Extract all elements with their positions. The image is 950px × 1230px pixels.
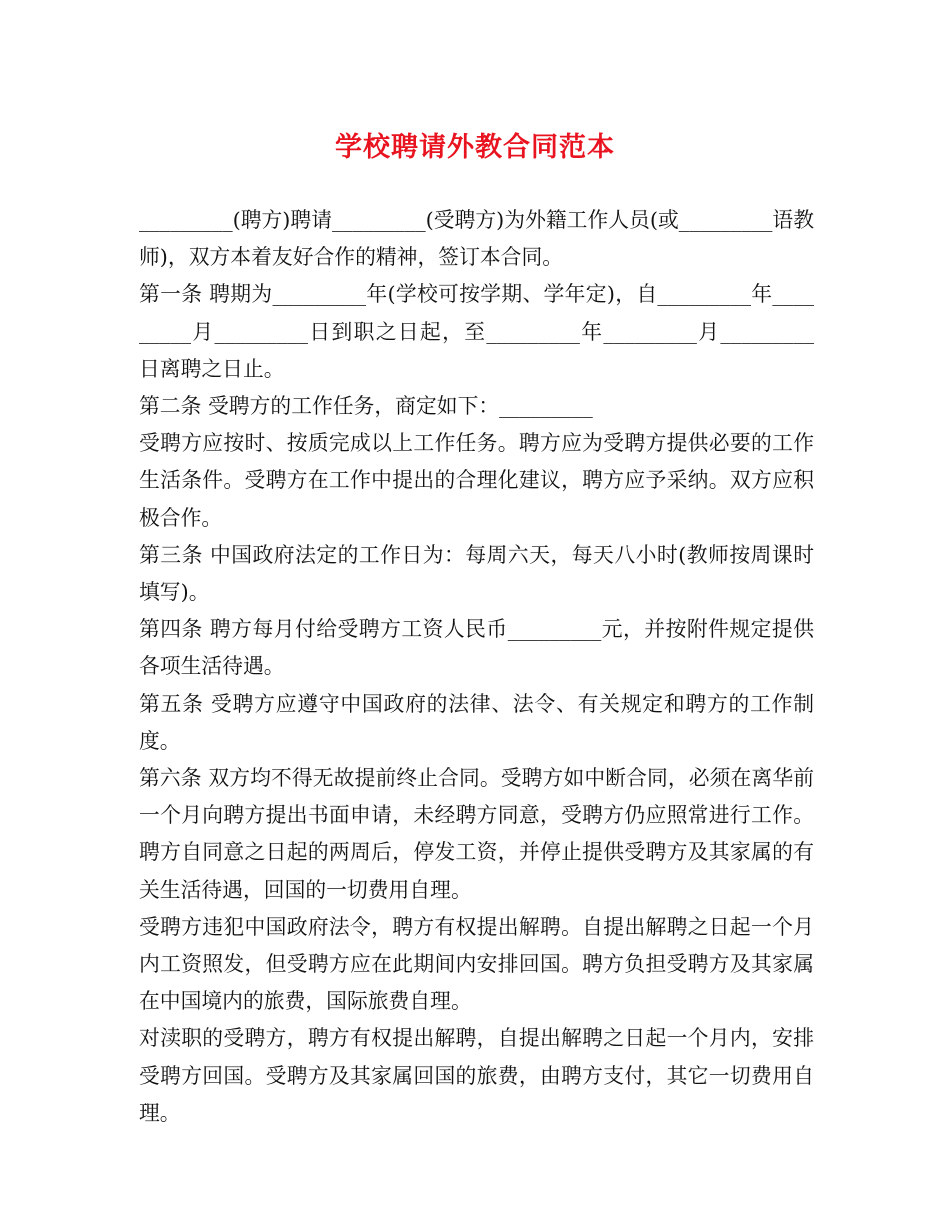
article-2-paragraph: 第二条 受聘方的工作任务，商定如下：_________ [139, 394, 593, 419]
document-title: 学校聘请外教合同范本 [335, 132, 615, 163]
article-5-paragraph: 第五条 受聘方应遵守中国政府的法律、法令、有关规定和聘方的工作制度。 [139, 691, 814, 753]
article-4-paragraph: 第四条 聘方每月付给受聘方工资人民币_________元，并按附件规定提供各项生活待遇。 [139, 617, 814, 679]
intro-paragraph: _________(聘方)聘请_________(受聘方)为外籍工作人员(或_________语教师)，双方本着友好合作的精神，签订本合同。 [139, 208, 814, 270]
article-2-detail-paragraph: 受聘方应按时、按质完成以上工作任务。聘方应为受聘方提供必要的工作生活条件。受聘方在工作中提出的合理化建议，聘方应予采纳。双方应积极合作。 [139, 431, 814, 530]
dismissal-negligence-paragraph: 对渎职的受聘方，聘方有权提出解聘，自提出解聘之日起一个月内，安排受聘方回国。受聘方及其家属回国的旅费，由聘方支付，其它一切费用自理。 [139, 1026, 814, 1125]
dismissal-violation-paragraph: 受聘方违犯中国政府法令，聘方有权提出解聘。自提出解聘之日起一个月内工资照发，但受聘方应在此期间内安排回国。聘方负担受聘方及其家属在中国境内的旅费，国际旅费自理。 [139, 914, 814, 1014]
article-6-paragraph: 第六条 双方均不得无故提前终止合同。受聘方如中断合同，必须在离华前一个月向聘方提出书面申请，未经聘方同意，受聘方仍应照常进行工作。聘方自同意之日起的两周后，停发工资，并停止提供受聘方及其家属的有关生活待遇，回国的一切费用自理。 [139, 766, 814, 902]
article-1-paragraph: 第一条 聘期为_________年(学校可按学期、学年定)，自_________年_________月_________日到职之日起，至_________年_________月_________日离聘之日止。 [139, 282, 814, 381]
article-3-paragraph: 第三条 中国政府法定的工作日为：每周六天，每天八小时(教师按周课时填写)。 [139, 542, 814, 605]
contract-body [139, 202, 814, 1132]
